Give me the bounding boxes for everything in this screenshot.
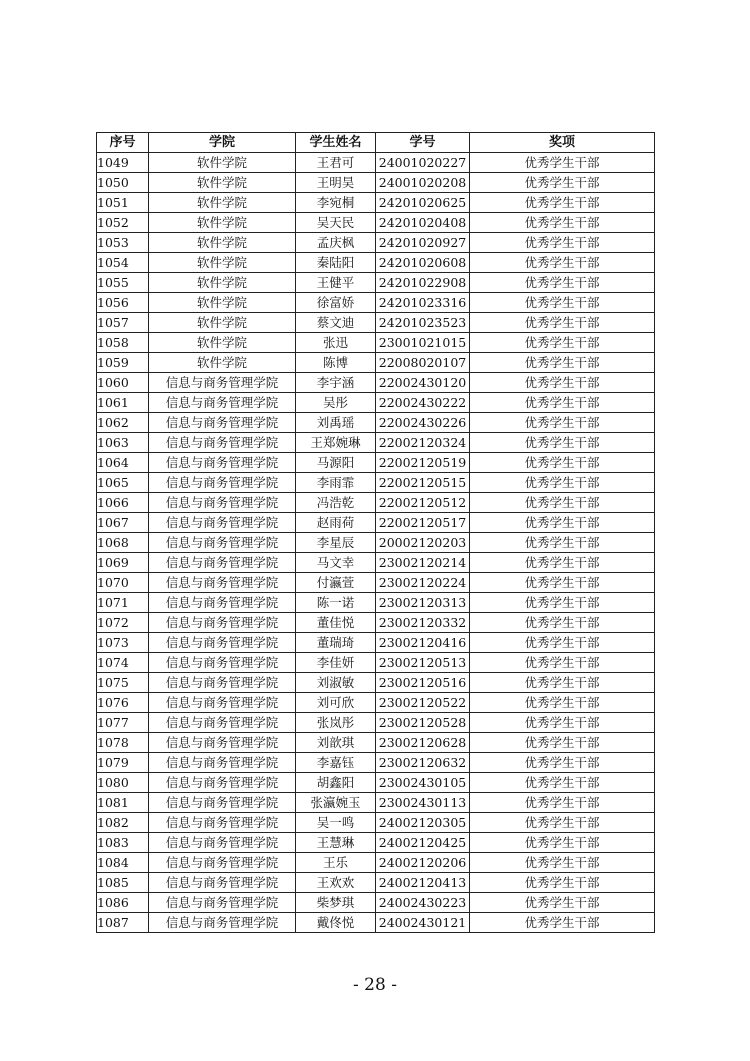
cell-student-id: 24002120206 — [376, 853, 470, 873]
cell-college: 信息与商务管理学院 — [149, 673, 296, 693]
cell-student-id: 22002120512 — [376, 493, 470, 513]
cell-student-id: 23002120528 — [376, 713, 470, 733]
cell-award: 优秀学生干部 — [470, 413, 655, 433]
cell-student-id: 22002120519 — [376, 453, 470, 473]
cell-seq: 1063 — [97, 433, 149, 453]
table-row — [97, 713, 655, 733]
cell-student-name: 王健平 — [296, 273, 376, 293]
table-row — [97, 413, 655, 433]
cell-student-name: 王君可 — [296, 153, 376, 173]
cell-college: 信息与商务管理学院 — [149, 533, 296, 553]
table-row — [97, 833, 655, 853]
cell-award: 优秀学生干部 — [470, 613, 655, 633]
cell-award: 优秀学生干部 — [470, 273, 655, 293]
cell-student-name: 刘可欣 — [296, 693, 376, 713]
cell-college: 信息与商务管理学院 — [149, 493, 296, 513]
cell-college: 信息与商务管理学院 — [149, 653, 296, 673]
table-row — [97, 453, 655, 473]
cell-award: 优秀学生干部 — [470, 433, 655, 453]
table-row — [97, 233, 655, 253]
cell-student-id: 23002120416 — [376, 633, 470, 653]
cell-student-id: 24201022908 — [376, 273, 470, 293]
cell-award: 优秀学生干部 — [470, 653, 655, 673]
cell-college: 信息与商务管理学院 — [149, 553, 296, 573]
cell-college: 信息与商务管理学院 — [149, 773, 296, 793]
table-row — [97, 813, 655, 833]
cell-seq: 1059 — [97, 353, 149, 373]
cell-college: 信息与商务管理学院 — [149, 873, 296, 893]
cell-seq: 1084 — [97, 853, 149, 873]
cell-award: 优秀学生干部 — [470, 453, 655, 473]
cell-college: 信息与商务管理学院 — [149, 813, 296, 833]
cell-student-name: 董佳悦 — [296, 613, 376, 633]
cell-college: 软件学院 — [149, 233, 296, 253]
cell-award: 优秀学生干部 — [470, 493, 655, 513]
table-row — [97, 693, 655, 713]
cell-award: 优秀学生干部 — [470, 473, 655, 493]
cell-seq: 1060 — [97, 373, 149, 393]
cell-seq: 1057 — [97, 313, 149, 333]
table-row — [97, 913, 655, 933]
cell-award: 优秀学生干部 — [470, 853, 655, 873]
cell-seq: 1055 — [97, 273, 149, 293]
cell-award: 优秀学生干部 — [470, 553, 655, 573]
cell-student-id: 23002120632 — [376, 753, 470, 773]
cell-award: 优秀学生干部 — [470, 173, 655, 193]
cell-student-name: 马源阳 — [296, 453, 376, 473]
cell-student-name: 董瑞琦 — [296, 633, 376, 653]
cell-college: 信息与商务管理学院 — [149, 613, 296, 633]
table-row — [97, 873, 655, 893]
cell-student-id: 24201023523 — [376, 313, 470, 333]
table-row — [97, 793, 655, 813]
cell-seq: 1076 — [97, 693, 149, 713]
cell-seq: 1086 — [97, 893, 149, 913]
cell-award: 优秀学生干部 — [470, 813, 655, 833]
table-row — [97, 633, 655, 653]
cell-seq: 1056 — [97, 293, 149, 313]
cell-college: 信息与商务管理学院 — [149, 573, 296, 593]
cell-student-name: 李宛桐 — [296, 193, 376, 213]
cell-student-name: 徐富娇 — [296, 293, 376, 313]
header-seq: 序号 — [97, 133, 149, 153]
cell-student-id: 24001020208 — [376, 173, 470, 193]
cell-student-name: 张迅 — [296, 333, 376, 353]
cell-award: 优秀学生干部 — [470, 713, 655, 733]
cell-student-id: 24201020608 — [376, 253, 470, 273]
cell-student-name: 吴彤 — [296, 393, 376, 413]
table-body — [97, 153, 655, 933]
cell-student-id: 24002430223 — [376, 893, 470, 913]
cell-award: 优秀学生干部 — [470, 773, 655, 793]
cell-student-id: 23002120513 — [376, 653, 470, 673]
cell-student-name: 陈博 — [296, 353, 376, 373]
cell-award: 优秀学生干部 — [470, 793, 655, 813]
cell-seq: 1085 — [97, 873, 149, 893]
cell-seq: 1080 — [97, 773, 149, 793]
table-row — [97, 773, 655, 793]
cell-student-id: 22002120515 — [376, 473, 470, 493]
cell-student-id: 23002120516 — [376, 673, 470, 693]
cell-college: 信息与商务管理学院 — [149, 913, 296, 933]
table-row — [97, 473, 655, 493]
cell-student-id: 22002430120 — [376, 373, 470, 393]
cell-award: 优秀学生干部 — [470, 253, 655, 273]
cell-seq: 1061 — [97, 393, 149, 413]
header-college: 学院 — [149, 133, 296, 153]
cell-student-name: 孟庆枫 — [296, 233, 376, 253]
cell-seq: 1058 — [97, 333, 149, 353]
header-student-name: 学生姓名 — [296, 133, 376, 153]
cell-college: 软件学院 — [149, 173, 296, 193]
cell-student-id: 23002430105 — [376, 773, 470, 793]
cell-award: 优秀学生干部 — [470, 913, 655, 933]
cell-seq: 1079 — [97, 753, 149, 773]
cell-seq: 1081 — [97, 793, 149, 813]
table-row — [97, 253, 655, 273]
cell-award: 优秀学生干部 — [470, 593, 655, 613]
cell-award: 优秀学生干部 — [470, 573, 655, 593]
cell-student-name: 吴一鸣 — [296, 813, 376, 833]
page-number: - 28 - — [353, 975, 397, 995]
table-row — [97, 353, 655, 373]
cell-student-id: 24201020408 — [376, 213, 470, 233]
cell-college: 软件学院 — [149, 193, 296, 213]
cell-college: 信息与商务管理学院 — [149, 753, 296, 773]
cell-college: 软件学院 — [149, 253, 296, 273]
header-row — [97, 133, 655, 153]
cell-college: 信息与商务管理学院 — [149, 473, 296, 493]
cell-seq: 1050 — [97, 173, 149, 193]
cell-student-id: 20002120203 — [376, 533, 470, 553]
cell-award: 优秀学生干部 — [470, 533, 655, 553]
table-row — [97, 293, 655, 313]
cell-college: 软件学院 — [149, 333, 296, 353]
cell-student-id: 24002430121 — [376, 913, 470, 933]
cell-seq: 1068 — [97, 533, 149, 553]
table-row — [97, 853, 655, 873]
cell-student-id: 23002120224 — [376, 573, 470, 593]
cell-student-name: 付瀛萱 — [296, 573, 376, 593]
cell-college: 信息与商务管理学院 — [149, 853, 296, 873]
cell-college: 信息与商务管理学院 — [149, 713, 296, 733]
cell-award: 优秀学生干部 — [470, 893, 655, 913]
cell-award: 优秀学生干部 — [470, 873, 655, 893]
cell-award: 优秀学生干部 — [470, 153, 655, 173]
cell-student-name: 李宇涵 — [296, 373, 376, 393]
cell-college: 软件学院 — [149, 353, 296, 373]
cell-student-name: 张瀛婉玉 — [296, 793, 376, 813]
cell-college: 软件学院 — [149, 213, 296, 233]
cell-student-name: 王明昊 — [296, 173, 376, 193]
cell-student-name: 吴天民 — [296, 213, 376, 233]
cell-award: 优秀学生干部 — [470, 213, 655, 233]
cell-college: 软件学院 — [149, 293, 296, 313]
cell-student-id: 23002120313 — [376, 593, 470, 613]
cell-seq: 1054 — [97, 253, 149, 273]
cell-student-name: 刘歆琪 — [296, 733, 376, 753]
cell-student-name: 蔡文迪 — [296, 313, 376, 333]
cell-student-name: 冯浩乾 — [296, 493, 376, 513]
cell-seq: 1065 — [97, 473, 149, 493]
cell-seq: 1077 — [97, 713, 149, 733]
cell-award: 优秀学生干部 — [470, 753, 655, 773]
cell-college: 信息与商务管理学院 — [149, 593, 296, 613]
cell-student-id: 23001021015 — [376, 333, 470, 353]
table-row — [97, 513, 655, 533]
cell-award: 优秀学生干部 — [470, 833, 655, 853]
cell-seq: 1051 — [97, 193, 149, 213]
cell-award: 优秀学生干部 — [470, 333, 655, 353]
cell-college: 信息与商务管理学院 — [149, 793, 296, 813]
table-row — [97, 553, 655, 573]
cell-award: 优秀学生干部 — [470, 313, 655, 333]
cell-award: 优秀学生干部 — [470, 393, 655, 413]
cell-student-name: 王郑婉琳 — [296, 433, 376, 453]
header-award: 奖项 — [470, 133, 655, 153]
cell-student-id: 24001020227 — [376, 153, 470, 173]
cell-student-name: 王慧琳 — [296, 833, 376, 853]
cell-student-name: 李雨霏 — [296, 473, 376, 493]
table-row — [97, 733, 655, 753]
table-header — [97, 133, 655, 153]
cell-college: 信息与商务管理学院 — [149, 513, 296, 533]
cell-college: 信息与商务管理学院 — [149, 373, 296, 393]
cell-student-id: 23002430113 — [376, 793, 470, 813]
cell-college: 信息与商务管理学院 — [149, 413, 296, 433]
cell-student-id: 24002120413 — [376, 873, 470, 893]
cell-college: 信息与商务管理学院 — [149, 393, 296, 413]
table-row — [97, 613, 655, 633]
cell-student-id: 24201020625 — [376, 193, 470, 213]
cell-student-name: 刘淑敏 — [296, 673, 376, 693]
cell-seq: 1069 — [97, 553, 149, 573]
cell-student-id: 22002430226 — [376, 413, 470, 433]
cell-seq: 1070 — [97, 573, 149, 593]
cell-seq: 1078 — [97, 733, 149, 753]
cell-student-name: 戴佟悦 — [296, 913, 376, 933]
cell-college: 信息与商务管理学院 — [149, 433, 296, 453]
cell-seq: 1071 — [97, 593, 149, 613]
table-row — [97, 193, 655, 213]
cell-award: 优秀学生干部 — [470, 513, 655, 533]
cell-college: 信息与商务管理学院 — [149, 453, 296, 473]
cell-award: 优秀学生干部 — [470, 673, 655, 693]
cell-seq: 1062 — [97, 413, 149, 433]
cell-award: 优秀学生干部 — [470, 233, 655, 253]
table-row — [97, 653, 655, 673]
award-roster-table — [96, 132, 655, 933]
cell-seq: 1072 — [97, 613, 149, 633]
cell-student-name: 秦陆阳 — [296, 253, 376, 273]
table-row — [97, 893, 655, 913]
cell-college: 软件学院 — [149, 153, 296, 173]
table-row — [97, 673, 655, 693]
cell-student-id: 23002120332 — [376, 613, 470, 633]
cell-award: 优秀学生干部 — [470, 693, 655, 713]
cell-seq: 1052 — [97, 213, 149, 233]
cell-college: 信息与商务管理学院 — [149, 833, 296, 853]
table-row — [97, 593, 655, 613]
cell-student-name: 李佳妍 — [296, 653, 376, 673]
table-row — [97, 313, 655, 333]
cell-student-name: 王乐 — [296, 853, 376, 873]
cell-student-id: 23002120522 — [376, 693, 470, 713]
header-student-id: 学号 — [376, 133, 470, 153]
cell-student-id: 24002120305 — [376, 813, 470, 833]
cell-student-id: 24002120425 — [376, 833, 470, 853]
cell-college: 信息与商务管理学院 — [149, 633, 296, 653]
table-row — [97, 533, 655, 553]
cell-seq: 1064 — [97, 453, 149, 473]
cell-student-id: 24201020927 — [376, 233, 470, 253]
cell-seq: 1067 — [97, 513, 149, 533]
cell-seq: 1087 — [97, 913, 149, 933]
cell-student-name: 刘禹瑶 — [296, 413, 376, 433]
table-row — [97, 333, 655, 353]
cell-student-name: 张岚彤 — [296, 713, 376, 733]
cell-student-id: 22002120517 — [376, 513, 470, 533]
cell-seq: 1049 — [97, 153, 149, 173]
cell-seq: 1066 — [97, 493, 149, 513]
cell-student-id: 22002430222 — [376, 393, 470, 413]
table-row — [97, 273, 655, 293]
cell-seq: 1075 — [97, 673, 149, 693]
cell-seq: 1073 — [97, 633, 149, 653]
cell-student-name: 柴梦琪 — [296, 893, 376, 913]
table-row — [97, 153, 655, 173]
cell-seq: 1053 — [97, 233, 149, 253]
cell-student-name: 赵雨荷 — [296, 513, 376, 533]
cell-college: 信息与商务管理学院 — [149, 893, 296, 913]
cell-student-id: 23002120628 — [376, 733, 470, 753]
cell-student-name: 李嘉钰 — [296, 753, 376, 773]
cell-student-name: 马文幸 — [296, 553, 376, 573]
table-row — [97, 173, 655, 193]
table-row — [97, 433, 655, 453]
cell-seq: 1074 — [97, 653, 149, 673]
table-row — [97, 213, 655, 233]
cell-award: 优秀学生干部 — [470, 633, 655, 653]
cell-seq: 1082 — [97, 813, 149, 833]
table-row — [97, 393, 655, 413]
table-row — [97, 573, 655, 593]
cell-award: 优秀学生干部 — [470, 373, 655, 393]
cell-college: 信息与商务管理学院 — [149, 693, 296, 713]
cell-award: 优秀学生干部 — [470, 353, 655, 373]
cell-college: 软件学院 — [149, 273, 296, 293]
table-row — [97, 373, 655, 393]
cell-seq: 1083 — [97, 833, 149, 853]
cell-college: 软件学院 — [149, 313, 296, 333]
cell-award: 优秀学生干部 — [470, 193, 655, 213]
cell-student-name: 王欢欢 — [296, 873, 376, 893]
cell-student-id: 23002120214 — [376, 553, 470, 573]
cell-student-name: 李星辰 — [296, 533, 376, 553]
cell-student-name: 胡鑫阳 — [296, 773, 376, 793]
cell-award: 优秀学生干部 — [470, 293, 655, 313]
cell-student-name: 陈一诺 — [296, 593, 376, 613]
table-row — [97, 493, 655, 513]
cell-student-id: 22002120324 — [376, 433, 470, 453]
cell-student-id: 24201023316 — [376, 293, 470, 313]
cell-award: 优秀学生干部 — [470, 733, 655, 753]
table-row — [97, 753, 655, 773]
cell-college: 信息与商务管理学院 — [149, 733, 296, 753]
cell-student-id: 22008020107 — [376, 353, 470, 373]
